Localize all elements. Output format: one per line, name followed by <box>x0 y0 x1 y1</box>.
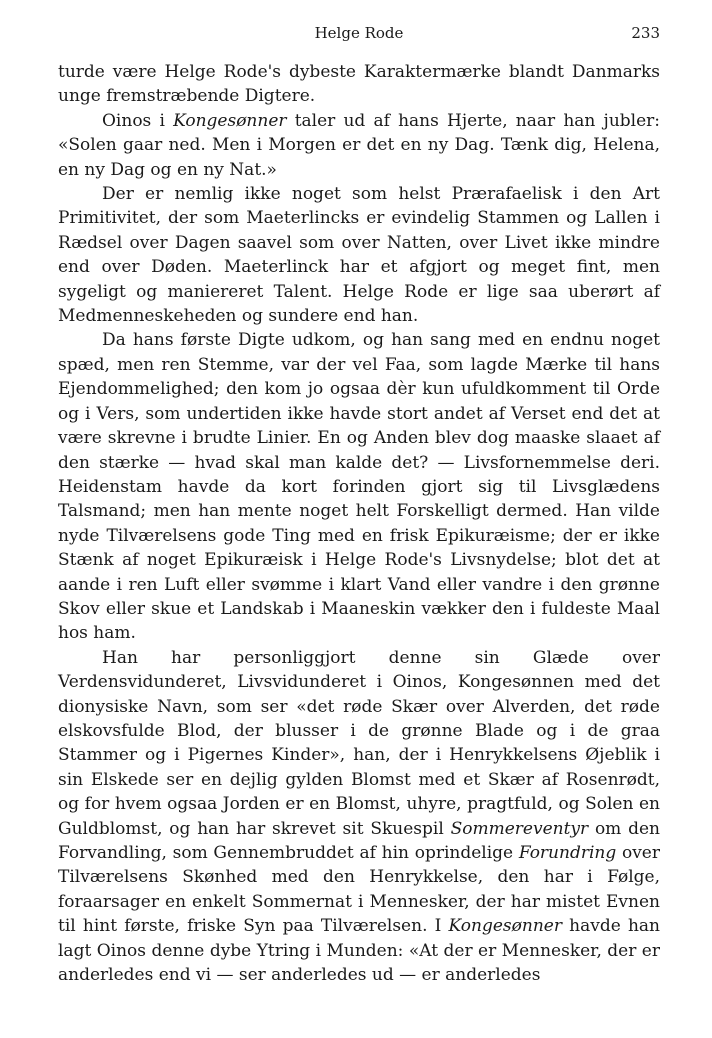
paragraph <box>58 328 660 645</box>
page-body <box>58 60 660 987</box>
text-run: turde være Helge Rode's dybeste Karaktermærke blandt Danmarks unge fremstræbende Digtere. <box>58 62 660 107</box>
paragraph <box>58 60 660 109</box>
paragraph <box>58 646 660 988</box>
running-head <box>58 22 660 44</box>
text-run: taler ud af hans Hjerte, naar han jubler: «Solen gaar ned. Men i Morgen er det en ny Dag. Tænk dig, Helena, en ny Dag og en ny Nat.» <box>58 110 661 180</box>
paragraph <box>58 182 660 328</box>
paragraph <box>58 109 660 182</box>
text-run: Oinos i <box>102 110 174 131</box>
italic-title: Kongesønner <box>173 110 287 131</box>
italic-title: Sommereventyr <box>450 818 589 839</box>
running-title: Helge Rode <box>314 24 404 42</box>
text-run: Da hans første Digte udkom, og han sang med en endnu noget spæd, men ren Stemme, var der vel Faa, som lagde Mærke til hans Ejendommelighed; den kom jo ogsaa dèr kun ufuldkomment til Orde og i Vers, som undertiden ikke havde stort andet af Verset end det at være skrevne i brudte Linier. En og Anden blev dog maaske slaaet af den stærke — hvad skal man kalde det? — Livsfornemmelse deri. Heidenstam havde da kort forinden gjort sig til Livsglædens Talsmand; men han mente noget helt Forskelligt dermed. Han vilde nyde Tilværelsens gode Ting med en frisk Epikuræisme; der er ikke Stænk af noget Epikuræisk i Helge Rode's Livsnydelse; blot det at aande i ren Luft eller svømme i klart Vand eller vandre i den grønne Skov eller skue et Landskab i Maaneskin vækker den i fuldeste Maal hos ham. <box>58 330 660 644</box>
italic-term: Forundring <box>518 843 617 863</box>
text-run: om den Forvandling, som Gennembruddet af hin oprindelige <box>58 818 660 863</box>
text-run: over Tilværelsens Skønhed med den Henrykkelse, den har i Følge, foraarsager en enkelt Sommernat i Mennesker, der har mistet Evnen til hint første, friske Syn paa Tilværelsen. I <box>58 843 660 937</box>
text-run: Der er nemlig ikke noget som helst Prærafaelisk i den Art Primitivitet, der som Maeterlincks er evindelig Stammen og Lallen i Rædsel over Dagen saavel som over Natten, over Livet ikke mindre end over Døden. Maeterlinck har et afgjort og meget fint, men sygeligt og maniereret Talent. Helge Rode er lige saa uberørt af Medmenneskeheden og sundere end han. <box>58 184 660 327</box>
page-number: 233 <box>631 24 660 42</box>
text-run: Han har personliggjort denne sin Glæde over Verdensvidunderet, Livsvidunderet i Oinos, Kongesønnen med det dionysiske Navn, som ser «det røde Skær over Alverden, det røde elskovsfulde Blod, der blusser i de grønne Blade og i de graa Stammer og i Pigernes Kinder», han, der i Henrykkelsens Øjeblik i sin Elskede ser en dejlig gylden Blomst med et Skær af Rosenrødt, og for hvem ogsaa Jorden er en Blomst, uhyre, pragtfuld, og Solen en Guldblomst, og han har skrevet sit Skuespil <box>58 647 660 839</box>
book-page <box>58 0 660 1038</box>
italic-title: Kongesønner <box>448 916 562 937</box>
text-run: havde han lagt Oinos denne dybe Ytring i Munden: «At der er Mennesker, der er anderledes end vi — ser anderledes ud — er anderledes <box>58 916 660 986</box>
